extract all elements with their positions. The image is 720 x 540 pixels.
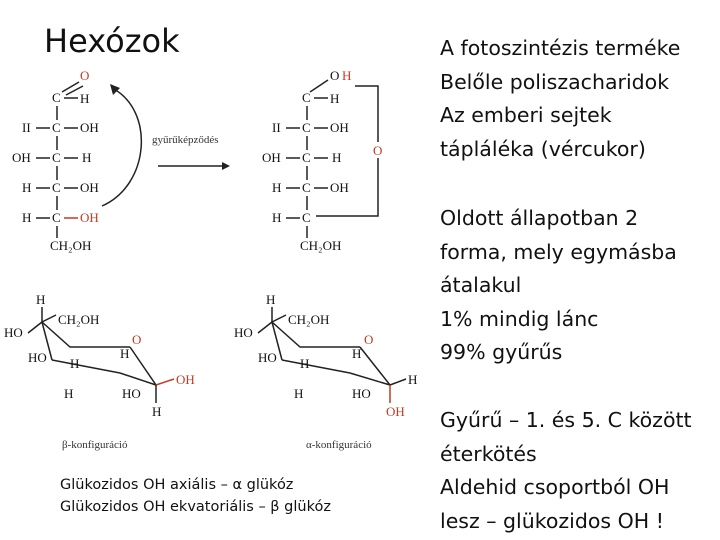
beta-ho-bottom: HO	[122, 386, 141, 401]
alpha-configuration-label: α-konfiguráció	[306, 439, 372, 451]
ring-chain-row4-c: C	[302, 210, 311, 225]
ring-chain-row1-right: OH	[330, 120, 349, 135]
text-line: Oldott állapotban 2	[440, 206, 639, 230]
beta-haworth-ring	[4, 292, 195, 451]
slide-title: Hexózok	[44, 22, 180, 60]
alpha-c4-ho: HO	[234, 325, 253, 340]
alpha-ring-o: O	[364, 332, 374, 347]
alpha-anomeric-oh: OH	[386, 404, 405, 419]
ring-chain-c1-h: H	[330, 91, 340, 106]
text-block-overview	[440, 32, 680, 166]
curved-arrow-icon	[102, 88, 141, 206]
beta-ho-left: HO	[28, 350, 47, 365]
ring-chain-row2-c: C	[302, 150, 311, 165]
alpha-h-right: H	[352, 346, 362, 361]
alpha-ho-bottom: HO	[352, 386, 371, 401]
beta-ring-o: O	[132, 332, 142, 347]
alpha-c5-h: H	[266, 292, 276, 307]
fischer-open-chain	[12, 68, 99, 253]
beta-h-mid: H	[70, 356, 80, 371]
ring-chain-row3-right: OH	[330, 180, 349, 195]
text-line: Belőle poliszacharidok	[440, 69, 670, 94]
beta-ch2oh: CH₂OH	[58, 312, 100, 327]
alpha-anomeric-h: H	[408, 372, 418, 387]
text-line: 99% gyűrűs	[440, 340, 563, 364]
alpha-ch2oh: CH₂OH	[288, 312, 330, 327]
chain-aldehyde-o: O	[80, 68, 90, 83]
chain-row3-right: OH	[80, 180, 99, 195]
text-line: 1% mindig lánc	[440, 306, 599, 331]
ring-chain-ring-o: O	[373, 143, 383, 158]
beta-h-bottom: H	[64, 386, 74, 401]
ring-chain-row3-c: C	[302, 180, 311, 195]
fischer-ring-chain	[262, 68, 385, 253]
text-line: forma, mely egymásba	[440, 239, 677, 264]
text-block-forms	[440, 202, 677, 370]
caption-beta-line: Glükozidos OH ekvatoriális – β glükóz	[60, 499, 331, 515]
chain-row1-c: C	[52, 120, 61, 135]
text-line: átalakul	[440, 273, 522, 297]
chain-bottom-ch2oh: CH₂OH	[50, 238, 92, 253]
beta-h-right: H	[120, 346, 130, 361]
arrow-label: gyűrűképződés	[152, 134, 219, 146]
alpha-h-mid: H	[300, 356, 310, 371]
chain-row3-c: C	[52, 180, 61, 195]
chain-c1-h: H	[80, 91, 90, 106]
text-line: tápláléka (vércukor)	[440, 136, 646, 161]
chain-row4-c: C	[52, 210, 61, 225]
ring-chain-top-h: H	[342, 68, 352, 83]
alpha-ho-left: HO	[258, 350, 277, 365]
glucose-structure-diagram	[0, 60, 430, 470]
chain-row2-right: H	[82, 150, 92, 165]
beta-c4-ho: HO	[4, 325, 23, 340]
chain-c1: C	[52, 90, 61, 105]
text-line: Az emberi sejtek	[440, 103, 612, 127]
ring-chain-top-o: O	[330, 68, 340, 83]
chain-row4-right: OH	[80, 210, 99, 225]
ring-chain-row1-c: C	[302, 120, 311, 135]
text-line: A fotoszintézis terméke	[440, 36, 681, 60]
text-block-ring	[440, 404, 692, 538]
chain-row4-left: H	[22, 210, 32, 225]
ring-chain-bottom-ch2oh: CH₂OH	[300, 238, 342, 253]
ring-chain-row2-left: OH	[262, 150, 281, 165]
ring-chain-row4-left: H	[272, 210, 282, 225]
ring-chain-row3-left: H	[272, 180, 282, 195]
configuration-caption	[60, 474, 331, 518]
chain-row1-right: OH	[80, 120, 99, 135]
beta-c5-h: H	[36, 292, 46, 307]
beta-configuration-label: β-konfiguráció	[62, 439, 128, 451]
beta-anomeric-h: H	[152, 404, 162, 419]
alpha-h-bottom: H	[294, 386, 304, 401]
text-line: éterkötés	[440, 441, 537, 466]
beta-anomeric-oh: OH	[176, 372, 195, 387]
ring-chain-row1-left: II	[272, 120, 281, 135]
chain-row3-left: H	[22, 180, 32, 195]
text-line: Gyűrű – 1. és 5. C között	[440, 408, 692, 432]
chain-row2-left: OH	[12, 150, 31, 165]
ring-chain-c1: C	[302, 90, 311, 105]
chain-row2-c: C	[52, 150, 61, 165]
alpha-haworth-ring	[234, 292, 417, 451]
caption-alpha-line: Glükozidos OH axiális – α glükóz	[60, 477, 294, 493]
chain-row1-left: II	[22, 120, 31, 135]
text-line: Aldehid csoportból OH	[440, 475, 670, 499]
ring-chain-row2-right: H	[332, 150, 342, 165]
text-line: lesz – glükozidos OH !	[440, 508, 664, 533]
